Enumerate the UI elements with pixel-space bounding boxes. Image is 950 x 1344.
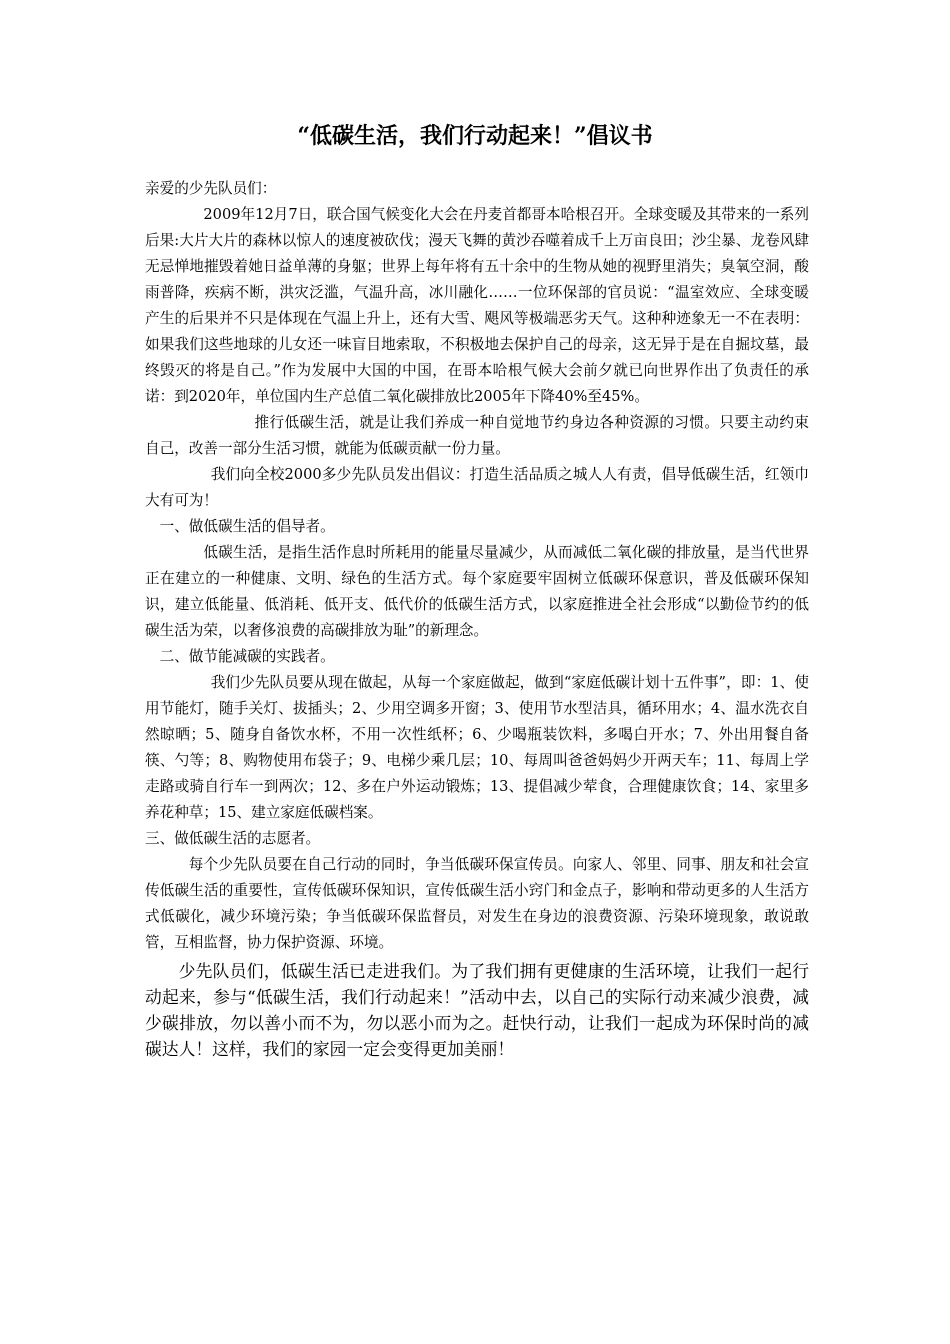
section2-heading: 二、做节能减碳的实践者。 [159, 648, 335, 665]
closing-paragraph: 少先队员们，低碳生活已走进我们。为了我们拥有更健康的生活环境，让我们一起行动起来，参与“低碳生活，我们行动起来！”活动中去，以自己的实际行动来减少浪费，减少碳排放，勿以善小而不为，勿以恶小而为之。赶快行动，让我们一起成为环保时尚的减碳达人！这样，我们的家园一定会变得更加美丽！ [145, 961, 809, 1059]
document-title: “低碳生活，我们行动起来！”倡议书 [297, 123, 653, 149]
greeting: 亲爱的少先队员们： [145, 180, 277, 197]
section2-text: 我们少先队员要从现在做起，从每一个家庭做起，做到“家庭低碳计划十五件事”，即：1、使用节能灯，随手关灯、拔插头；2、少用空调多开窗；3、使用节水型洁具，循环用水；4、温水洗衣自然晾晒；5、随身自备饮水杯，不用一次性纸杯；6、少喝瓶装饮料，多喝白开水；7、外出用餐自备筷、勺等；8、购物使用布袋子；9、电梯少乘几层；10、每周叫爸爸妈妈少开两天车；11、每周上学走路或骑自行车一到两次；12、多在户外运动锻炼；13、提倡减少荤食，合理健康饮食；14、家里多养花种草；15、建立家庭低碳档案。 [145, 674, 809, 821]
paragraph-low-carbon-habit: 推行低碳生活，就是让我们养成一种自觉地节约身边各种资源的习惯。只要主动约束自己，改善一部分生活习惯，就能为低碳贡献一份力量。 [145, 414, 809, 457]
section1-heading: 一、做低碳生活的倡导者。 [159, 518, 335, 535]
section3-text: 每个少先队员要在自己行动的同时，争当低碳环保宣传员。向家人、邻里、同事、朋友和社会宣传低碳生活的重要性，宣传低碳环保知识，宣传低碳生活小窍门和金点子，影响和带动更多的人生活方式低碳化，减少环境污染；争当低碳环保监督员，对发生在身边的浪费资源、污染环境现象，敢说敢管，互相监督，协力保护资源、环境。 [145, 856, 809, 951]
paragraph-copenhagen: 2009年12月7日，联合国气候变化大会在丹麦首都哥本哈根召开。全球变暖及其带来的一系列后果:大片大片的森林以惊人的速度被砍伐；漫天飞舞的黄沙吞噬着成千上万亩良田；沙尘暴、龙卷风肆无忌惮地摧毁着她日益单薄的身躯；世界上每年将有五十余中的生物从她的视野里消失；臭氧空洞，酸雨普降，疾病不断，洪灾泛滥，气温升高，冰川融化……一位环保部的官员说：“温室效应、全球变暖产生的后果并不只是体现在气温上升上，还有大雪、飓风等极端恶劣天气。这种种迹象无一不在表明：如果我们这些地球的儿女还一味盲目地索取，不积极地去保护自己的母亲，这无异于是在自掘坟墓，最终毁灭的将是自己。”作为发展中大国的中国，在哥本哈根气候大会前夕就已向世界作出了负责任的承诺：到2020年，单位国内生产总值二氧化碳排放比2005年下降40%至45%。 [145, 206, 809, 405]
document-body [145, 176, 809, 1062]
section3-heading: 三、做低碳生活的志愿者。 [145, 830, 321, 847]
paragraph-proposal: 我们向全校2000多少先队员发出倡议：打造生活品质之城人人有责，倡导低碳生活，红领巾大有可为！ [145, 466, 809, 509]
section1-text: 低碳生活，是指生活作息时所耗用的能量尽量减少，从而减低二氧化碳的排放量，是当代世界正在建立的一种健康、文明、绿色的生活方式。每个家庭要牢固树立低碳环保意识，普及低碳环保知识，建立低能量、低消耗、低开支、低代价的低碳生活方式，以家庭推进全社会形成“以勤俭节约的低碳生活为荣，以奢侈浪费的高碳排放为耻”的新理念。 [145, 544, 809, 639]
